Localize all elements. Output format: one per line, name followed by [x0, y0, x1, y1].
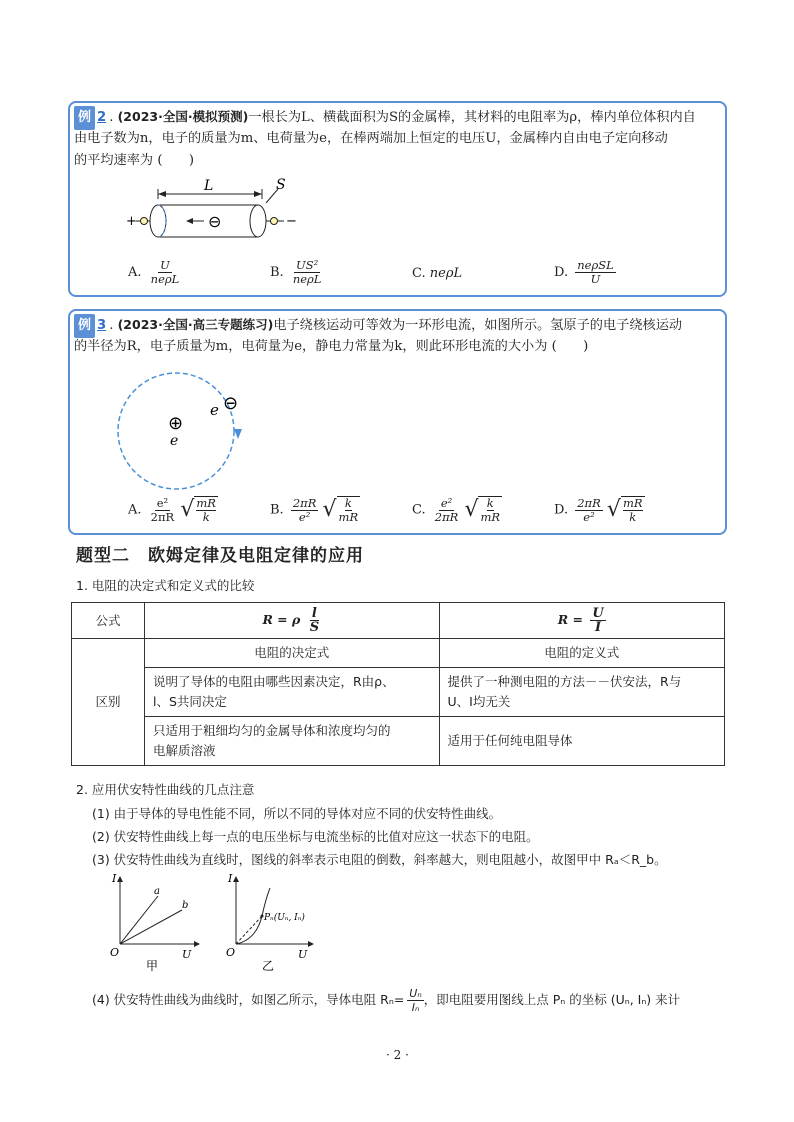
paragraph-3: (3) 伏安特性曲线为直线时，图线的斜率表示电阻的倒数，斜率越大，则电阻越小，故图甲中 Rₐ＜R_b。	[92, 852, 667, 867]
option-d[interactable]: D. $\frac{\text{neρSL}}{U}$	[554, 258, 614, 286]
axis-u-label: U	[298, 948, 308, 961]
option-a[interactable]: A. $\frac{\text{e²}}{2\pi R}$ √ mR k	[128, 495, 216, 524]
example-number: 3	[97, 318, 107, 333]
paragraph-2: (2) 伏安特性曲线上每一点的电压坐标与电流坐标的比值对应这一状态下的电阻。	[92, 829, 539, 844]
origin-label: O	[226, 946, 236, 959]
electron-symbol: ⊖	[223, 393, 239, 414]
option-b[interactable]: B. $\frac{\text{US²}}{\text{neρL}}$	[270, 258, 322, 286]
difference-label: 区别	[72, 639, 145, 766]
iv-graph-yi	[222, 872, 332, 972]
axis-i-label: I	[228, 872, 233, 885]
area-label: S	[276, 177, 286, 193]
table-cell: 说明了导体的电阻由哪些因素决定，R由ρ、 l、S共同决定	[145, 668, 440, 717]
question-text: 电子绕核运动可等效为一环形电流，如图所示。氢原子的电子绕核运动	[273, 318, 683, 333]
option-b[interactable]: B. $\frac{2\pi R}{\text{e²}}$ √ k mR	[270, 495, 359, 524]
item-1-heading: 1. 电阻的决定式和定义式的比较	[76, 578, 255, 593]
example-2-line-1: 例 2 . (2023·全国·模拟预测)一根长为L、横截面积为S的金属棒，其材料的电阻率为ρ，棒内单位体积内自	[74, 106, 696, 130]
option-d[interactable]: D. $\frac{2\pi R}{\text{e²}}$ √ mR k	[554, 495, 643, 524]
decisive-formula: R = ρ $\frac{l}{S}$	[145, 603, 440, 639]
graph-caption: 甲	[146, 959, 159, 972]
example-number: 2	[97, 110, 107, 125]
hydrogen-atom-figure	[110, 369, 250, 497]
nucleus-label: e	[170, 433, 179, 449]
table-cell: 提供了一种测电阻的方法－－伏安法，R与 U、I均无关	[439, 668, 724, 717]
fraction: $\frac{\text{e²}}{2\pi R}$	[434, 495, 459, 524]
table-row	[72, 668, 725, 717]
line-b-label: b	[182, 900, 189, 911]
point-label: Pₙ(Uₙ, Iₙ)	[264, 913, 305, 923]
length-label: L	[204, 178, 214, 194]
item-2-heading: 2. 应用伏安特性曲线的几点注意	[76, 782, 255, 797]
page-number: · 2 ·	[386, 1048, 409, 1062]
example-2-line-2: 由电子数为n，电子的质量为m、电荷量为e，在棒两端加上恒定的电压U，金属棒内自由电子定向移动	[74, 131, 668, 146]
example-3-line-2: 的半径为R，电子质量为m，电荷量为e，静电力常量为k，则此环形电流的大小为 ( )	[74, 339, 589, 354]
table-row	[72, 639, 725, 668]
square-root: √ mR k	[606, 496, 643, 524]
example-source: (2023·全国·高三专题练习)	[117, 317, 274, 332]
paragraph-4: (4) 伏安特性曲线为曲线时，如图乙所示，导体电阻 Rₙ= $\frac{\text{Uₙ}}{\text{Iₙ}}$ ，即电阻要用图线上点 Pₙ 的坐标 (Uₙ, Iₙ) 来计	[92, 987, 681, 1014]
section-title: 题型二 欧姆定律及电阻定律的应用	[76, 546, 364, 566]
square-root: √ k mR	[322, 496, 359, 524]
minus-sign: −	[286, 214, 297, 229]
plus-sign: +	[126, 214, 137, 229]
table-row	[72, 603, 725, 639]
nucleus-symbol: ⊕	[168, 413, 184, 434]
fraction: $\frac{2\pi R}{\text{e²}}$	[577, 495, 601, 524]
example-2-line-3: 的平均速率为 ( )	[74, 153, 194, 168]
example-3-line-1: 例 3 . (2023·全国·高三专题练习)电子绕核运动可等效为一环形电流，如图所示。氢原子的电子绕核运动	[74, 314, 682, 338]
resistance-comparison-table	[71, 602, 725, 766]
square-root: √ k mR	[464, 496, 501, 524]
example-tag: 例	[74, 106, 95, 130]
option-c[interactable]: C. neρL	[412, 266, 463, 281]
axis-u-label: U	[182, 948, 192, 961]
iv-graph-jia	[108, 872, 204, 972]
definition-formula: R = $\frac{U}{I}$	[439, 603, 724, 639]
option-a[interactable]: A. $\frac{U}{\text{neρL}}$	[128, 258, 180, 286]
fraction: $\frac{\text{Uₙ}}{\text{Iₙ}}$	[409, 987, 422, 1014]
graph-caption: 乙	[262, 959, 275, 972]
electron-symbol: ⊖	[208, 212, 222, 231]
fraction: $\frac{U}{\text{neρL}}$	[150, 258, 180, 286]
option-c[interactable]: C. $\frac{\text{e²}}{2\pi R}$ √ k mR	[412, 495, 501, 524]
fraction: $\frac{\text{e²}}{2\pi R}$	[150, 495, 175, 524]
fraction: $\frac{2\pi R}{\text{e²}}$	[292, 495, 317, 524]
line-a-label: a	[154, 886, 160, 897]
table-cell: 只适用于粗细均匀的金属导体和浓度均匀的 电解质溶液	[145, 717, 440, 766]
table-cell: 适用于任何纯电阻导体	[439, 717, 724, 766]
square-root: √ mR k	[180, 496, 216, 524]
example-3-box	[68, 309, 727, 535]
table-row	[72, 717, 725, 766]
axis-i-label: I	[112, 872, 117, 885]
question-text: 一根长为L、横截面积为S的金属棒，其材料的电阻率为ρ，棒内单位体积内自	[248, 110, 696, 125]
table-subheader: 电阻的定义式	[439, 639, 724, 668]
metal-rod-figure	[116, 175, 316, 247]
example-source: (2023·全国·模拟预测)	[117, 109, 249, 124]
formula-header: 公式	[72, 603, 145, 639]
example-tag: 例	[74, 314, 95, 338]
fraction: $\frac{\text{US²}}{\text{neρL}}$	[292, 258, 322, 286]
example-2-box	[68, 101, 727, 297]
origin-label: O	[110, 946, 120, 959]
paragraph-1: (1) 由于导体的导电性能不同，所以不同的导体对应不同的伏安特性曲线。	[92, 806, 502, 821]
fraction: $\frac{\text{neρSL}}{U}$	[577, 258, 614, 286]
table-subheader: 电阻的决定式	[145, 639, 440, 668]
electron-label: e	[210, 401, 219, 419]
